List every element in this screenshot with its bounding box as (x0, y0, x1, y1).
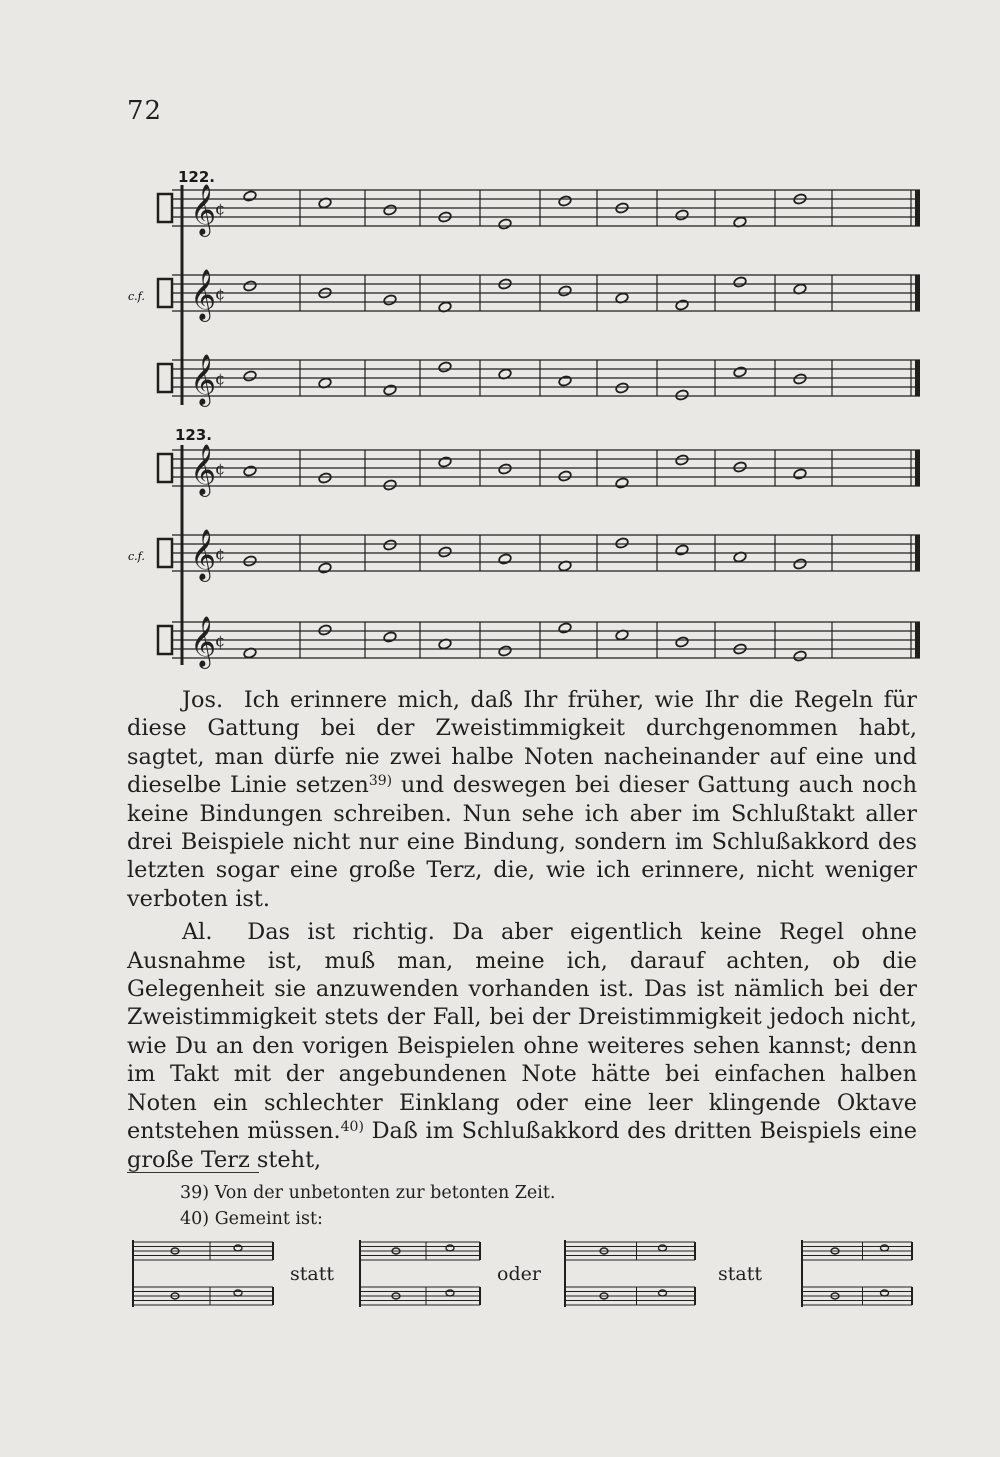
staff-3 (158, 444, 920, 497)
mini-staff-4 (565, 1242, 695, 1260)
speaker-al: Al. (182, 919, 213, 946)
note-head (793, 373, 807, 385)
note-head (498, 218, 512, 230)
staff-5 (158, 616, 920, 669)
footnote-40-mark: 40) (180, 1209, 210, 1229)
cut-time-icon: ¢ (215, 199, 226, 218)
treble-clef-icon: 𝄞 (190, 616, 217, 667)
note-head (383, 539, 397, 551)
word-statt-1: statt (290, 1263, 334, 1285)
note-head (498, 463, 512, 475)
note-head (383, 294, 397, 306)
note-head (383, 631, 397, 643)
note-head (675, 209, 689, 221)
note-head (733, 366, 747, 378)
paragraph-jos-text-cont: und deswegen bei dieser Gattung auch noch keine Bindungen schreiben. Nun sehe ich aber im Schlußtakt aller drei Beispiele nicht nur eine Bindung, sondern im Schlußakkord des letzten sogar eine große Terz, die, wie ich erinnere, nicht weniger verboten ist. (127, 772, 917, 912)
paragraph-jos-text: Ich erinnere mich, daß Ihr früher, wie Ihr die Regeln für diese Gattung bei der Zweistimmigkeit durchgenommen habt, sagtet, man dürfe nie zwei halbe Noten nacheinander auf eine und dieselbe Linie setzen (127, 687, 917, 799)
note-head (675, 636, 689, 648)
note-head (659, 1245, 667, 1251)
treble-clef-icon: 𝄞 (190, 354, 217, 405)
treble-clef-icon: 𝄞 (190, 269, 217, 320)
footnotes (180, 1180, 556, 1232)
c-clef-icon (158, 626, 172, 654)
footnote-ref-40: 40) (340, 1119, 364, 1136)
cut-time-icon: ¢ (215, 544, 226, 563)
footnote-divider (127, 1172, 259, 1173)
staff-1 (158, 269, 920, 322)
cantus-firmus-label-122: c.f. (128, 290, 145, 303)
paragraph-al-text: Das ist richtig. Da aber eigentlich keine Regel ohne Ausnahme ist, muß man, meine ich, darauf achten, ob die Gelegenheit sie anzuwenden vorhanden ist. Das ist nämlich bei der Zweistimmigkeit stets der Fall, bei der Dreistimmigkeit jedoch nicht, wie Du an den vorigen Beispielen ohne weiteres sehen kannst; denn im Takt mit der angebundenen Note hätte bei einfachen halben Noten ein schlechter Einklang oder eine leer klingende Oktave entstehen müssen. (127, 919, 917, 1145)
note-head (558, 622, 572, 634)
note-head (318, 624, 332, 636)
c-clef-icon (158, 194, 172, 222)
note-head (793, 650, 807, 662)
mini-staff-5 (565, 1287, 695, 1305)
cantus-firmus-label-123: c.f. (128, 550, 145, 563)
footnote-40 (180, 1206, 556, 1232)
note-head (733, 461, 747, 473)
speaker-jos: Jos. (182, 687, 224, 713)
example-number-122: 122. (178, 168, 216, 186)
paragraph-al-text-cont: Daß im Schlußakkord des dritten Beispiels eine große Terz steht, (127, 1118, 917, 1173)
note-head (558, 375, 572, 387)
mini-staff-6 (802, 1242, 912, 1260)
final-barline (915, 622, 920, 658)
staff-0 (158, 184, 920, 237)
note-head (558, 285, 572, 297)
note-head (881, 1290, 889, 1296)
c-clef-icon (158, 539, 172, 567)
note-head (383, 479, 397, 491)
note-head (243, 280, 257, 292)
note-head (318, 562, 332, 574)
cut-time-icon: ¢ (215, 631, 226, 650)
c-clef-icon (158, 279, 172, 307)
final-barline (915, 360, 920, 396)
staff-2 (158, 354, 920, 407)
mini-staff-2 (360, 1242, 480, 1260)
footnote-39-text: Von der unbetonten zur betonten Zeit. (214, 1183, 556, 1203)
note-head (615, 537, 629, 549)
body-text (127, 686, 917, 1174)
note-head (675, 389, 689, 401)
note-head (243, 555, 257, 567)
word-oder: oder (497, 1263, 541, 1285)
footnote-music-examples (125, 1232, 925, 1332)
final-barline (915, 190, 920, 226)
note-head (438, 456, 452, 468)
note-head (243, 190, 257, 202)
note-head (243, 370, 257, 382)
note-head (243, 465, 257, 477)
paragraph-al (127, 918, 917, 1174)
note-head (881, 1245, 889, 1251)
paragraph-jos (127, 686, 917, 913)
note-head (438, 546, 452, 558)
word-statt-2: statt (718, 1263, 762, 1285)
note-head (318, 472, 332, 484)
mini-staff-1 (133, 1287, 273, 1305)
note-head (675, 454, 689, 466)
note-head (675, 299, 689, 311)
treble-clef-icon: 𝄞 (190, 444, 217, 495)
footnote-ref-39: 39) (368, 773, 393, 790)
note-head (383, 384, 397, 396)
footnote-39-mark: 39) (180, 1183, 210, 1203)
final-barline (915, 535, 920, 571)
final-barline (915, 275, 920, 311)
cut-time-icon: ¢ (215, 284, 226, 303)
mini-staff-3 (360, 1287, 480, 1305)
note-head (793, 558, 807, 570)
note-head (675, 544, 689, 556)
footnote-39 (180, 1180, 556, 1206)
note-head (558, 470, 572, 482)
example-number-123: 123. (175, 426, 213, 444)
note-head (793, 468, 807, 480)
mini-staff-0 (133, 1242, 273, 1260)
note-head (733, 276, 747, 288)
note-head (615, 477, 629, 489)
footnote-40-text: Gemeint ist: (214, 1209, 323, 1229)
cut-time-icon: ¢ (215, 369, 226, 388)
c-clef-icon (158, 454, 172, 482)
final-barline (915, 450, 920, 486)
note-head (498, 553, 512, 565)
page-number: 72 (127, 96, 163, 126)
staff-4 (158, 529, 920, 582)
note-head (234, 1245, 242, 1251)
note-head (446, 1290, 454, 1296)
note-head (438, 361, 452, 373)
treble-clef-icon: 𝄞 (190, 529, 217, 580)
note-head (498, 645, 512, 657)
mini-staff-7 (802, 1287, 912, 1305)
note-head (615, 382, 629, 394)
note-head (558, 195, 572, 207)
music-score (120, 160, 940, 680)
note-head (446, 1245, 454, 1251)
note-head (659, 1290, 667, 1296)
note-head (234, 1290, 242, 1296)
cut-time-icon: ¢ (215, 459, 226, 478)
note-head (383, 204, 397, 216)
c-clef-icon (158, 364, 172, 392)
treble-clef-icon: 𝄞 (190, 184, 217, 235)
